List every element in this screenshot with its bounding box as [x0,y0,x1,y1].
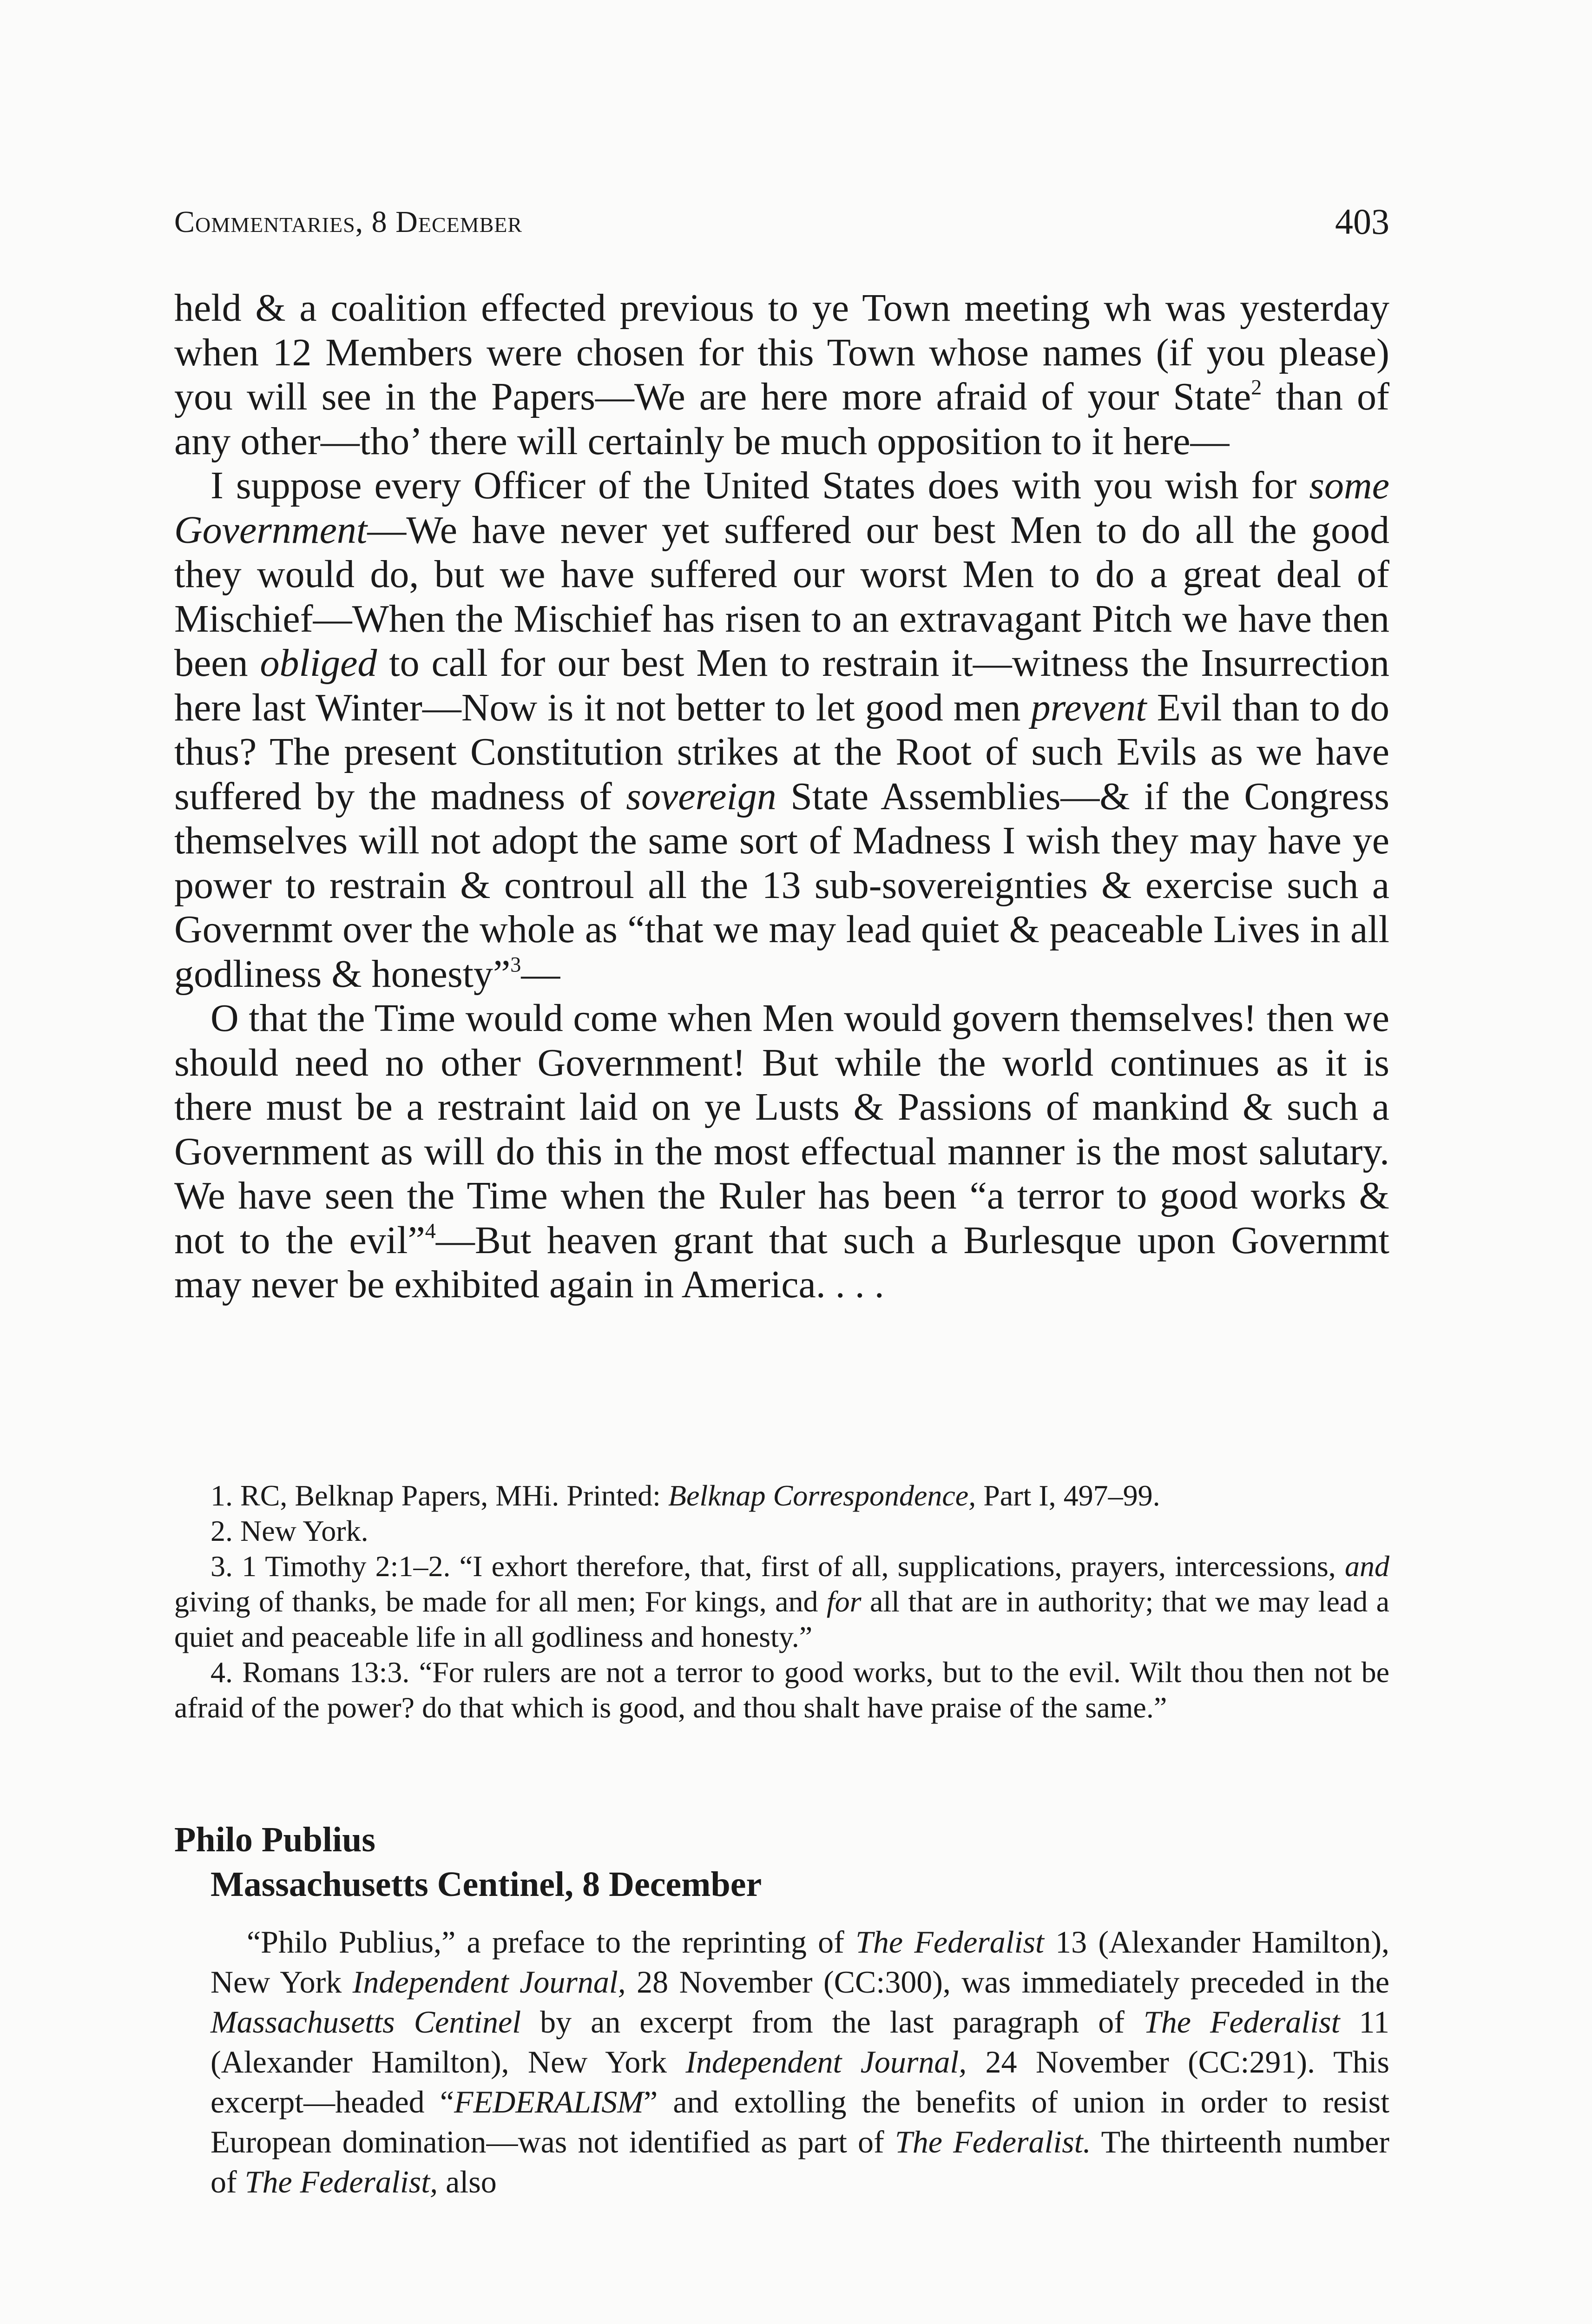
section-heading [174,1817,762,1907]
page-number: 403 [1335,201,1389,242]
footnotes [174,1478,1389,1725]
note-ref-2[interactable]: 2 [1251,375,1262,399]
footnote-4: 4. Romans 13:3. “For rulers are not a terror to good works, but to the evil. Wilt thou then not be afraid of the power? do that which is good, and thou shalt have praise of the same.” [174,1656,1389,1724]
running-head-title: Commentaries, 8 December [174,205,523,239]
section-title: Philo Publius [174,1820,375,1859]
footnote-3: 3. 1 Timothy 2:1–2. “I exhort therefore, that, first of all, supplications, prayers, intercessions, and giving of thanks, be made for all men; For kings, and for all that are in authority; that we may lead a quiet and peaceable life in all godliness and honesty.” [174,1550,1390,1653]
note-ref-4[interactable]: 4 [425,1219,436,1243]
footnote-1: 1. RC, Belknap Papers, MHi. Printed: Belknap Correspondence, Part I, 497–99. [211,1479,1160,1512]
paragraph-1: held & a coalition effected previous to ye Town meeting wh was yesterday when 12 Members were chosen for this Town whose names (if you please) you will see in the Papers—We are here more afraid of your State$^2$ than of any other—tho’ there will certainly be much opposition to it here— [174,286,1389,463]
editorial-intro [211,1922,1389,2202]
note-ref-3[interactable]: 3 [510,952,521,977]
section-subtitle: Massachusetts Centinel, 8 December [211,1865,762,1904]
letter-body [174,286,1389,1307]
paragraph-2: I suppose every Officer of the United States does with you wish for some Government—We have never yet suffered our best Men to do all the good they would do, but we have suffered our worst Men to do a great deal of Mischief—When the Mischief has risen to an extravagant Pitch we have then been obliged to call for our best Men to restrain it—witness the Insurrection here last Winter—Now is it not better to let good men prevent Evil than to do thus? The present Constitution strikes at the Root of such Evils as we have suffered by the madness of sovereign State Assemblies—& if the Congress themselves will not adopt the same sort of Madness I wish they may have ye power to restrain & controul all the 13 sub-sovereignties & exercise such a Governmt over the whole as “that we may lead quiet & peaceable Lives in all godliness & honesty”$^3$— [174,464,1389,996]
footnote-2: 2. New York. [211,1514,368,1547]
paragraph-3: O that the Time would come when Men would govern themselves! then we should need no other Government! But while the world continues as it is there must be a restraint laid on ye Lusts & Passions of mankind & such a Government as will do this in the most effectual manner is the most salutary. We have seen the Time when the Ruler has been “a terror to good works & not to the evil”$^4$—But heaven grant that such a Burlesque upon Governmt may never be exhibited again in America. . . . [174,997,1389,1306]
intro-paragraph: “Philo Publius,” a preface to the reprinting of The Federalist 13 (Alexander Hamilton), New York Independent Journal, 28 November (CC:300), was immediately preceded in the Massachusetts Centinel by an excerpt from the last paragraph of The Federalist 11 (Alexander Hamilton), New York Independent Journal, 24 November (CC:291). This excerpt—headed “FEDERALISM” and extolling the benefits of union in order to resist European domination—was not identified as part of The Federalist. The thirteenth number of The Federalist, also [211,1924,1390,2199]
running-head [174,201,1389,256]
